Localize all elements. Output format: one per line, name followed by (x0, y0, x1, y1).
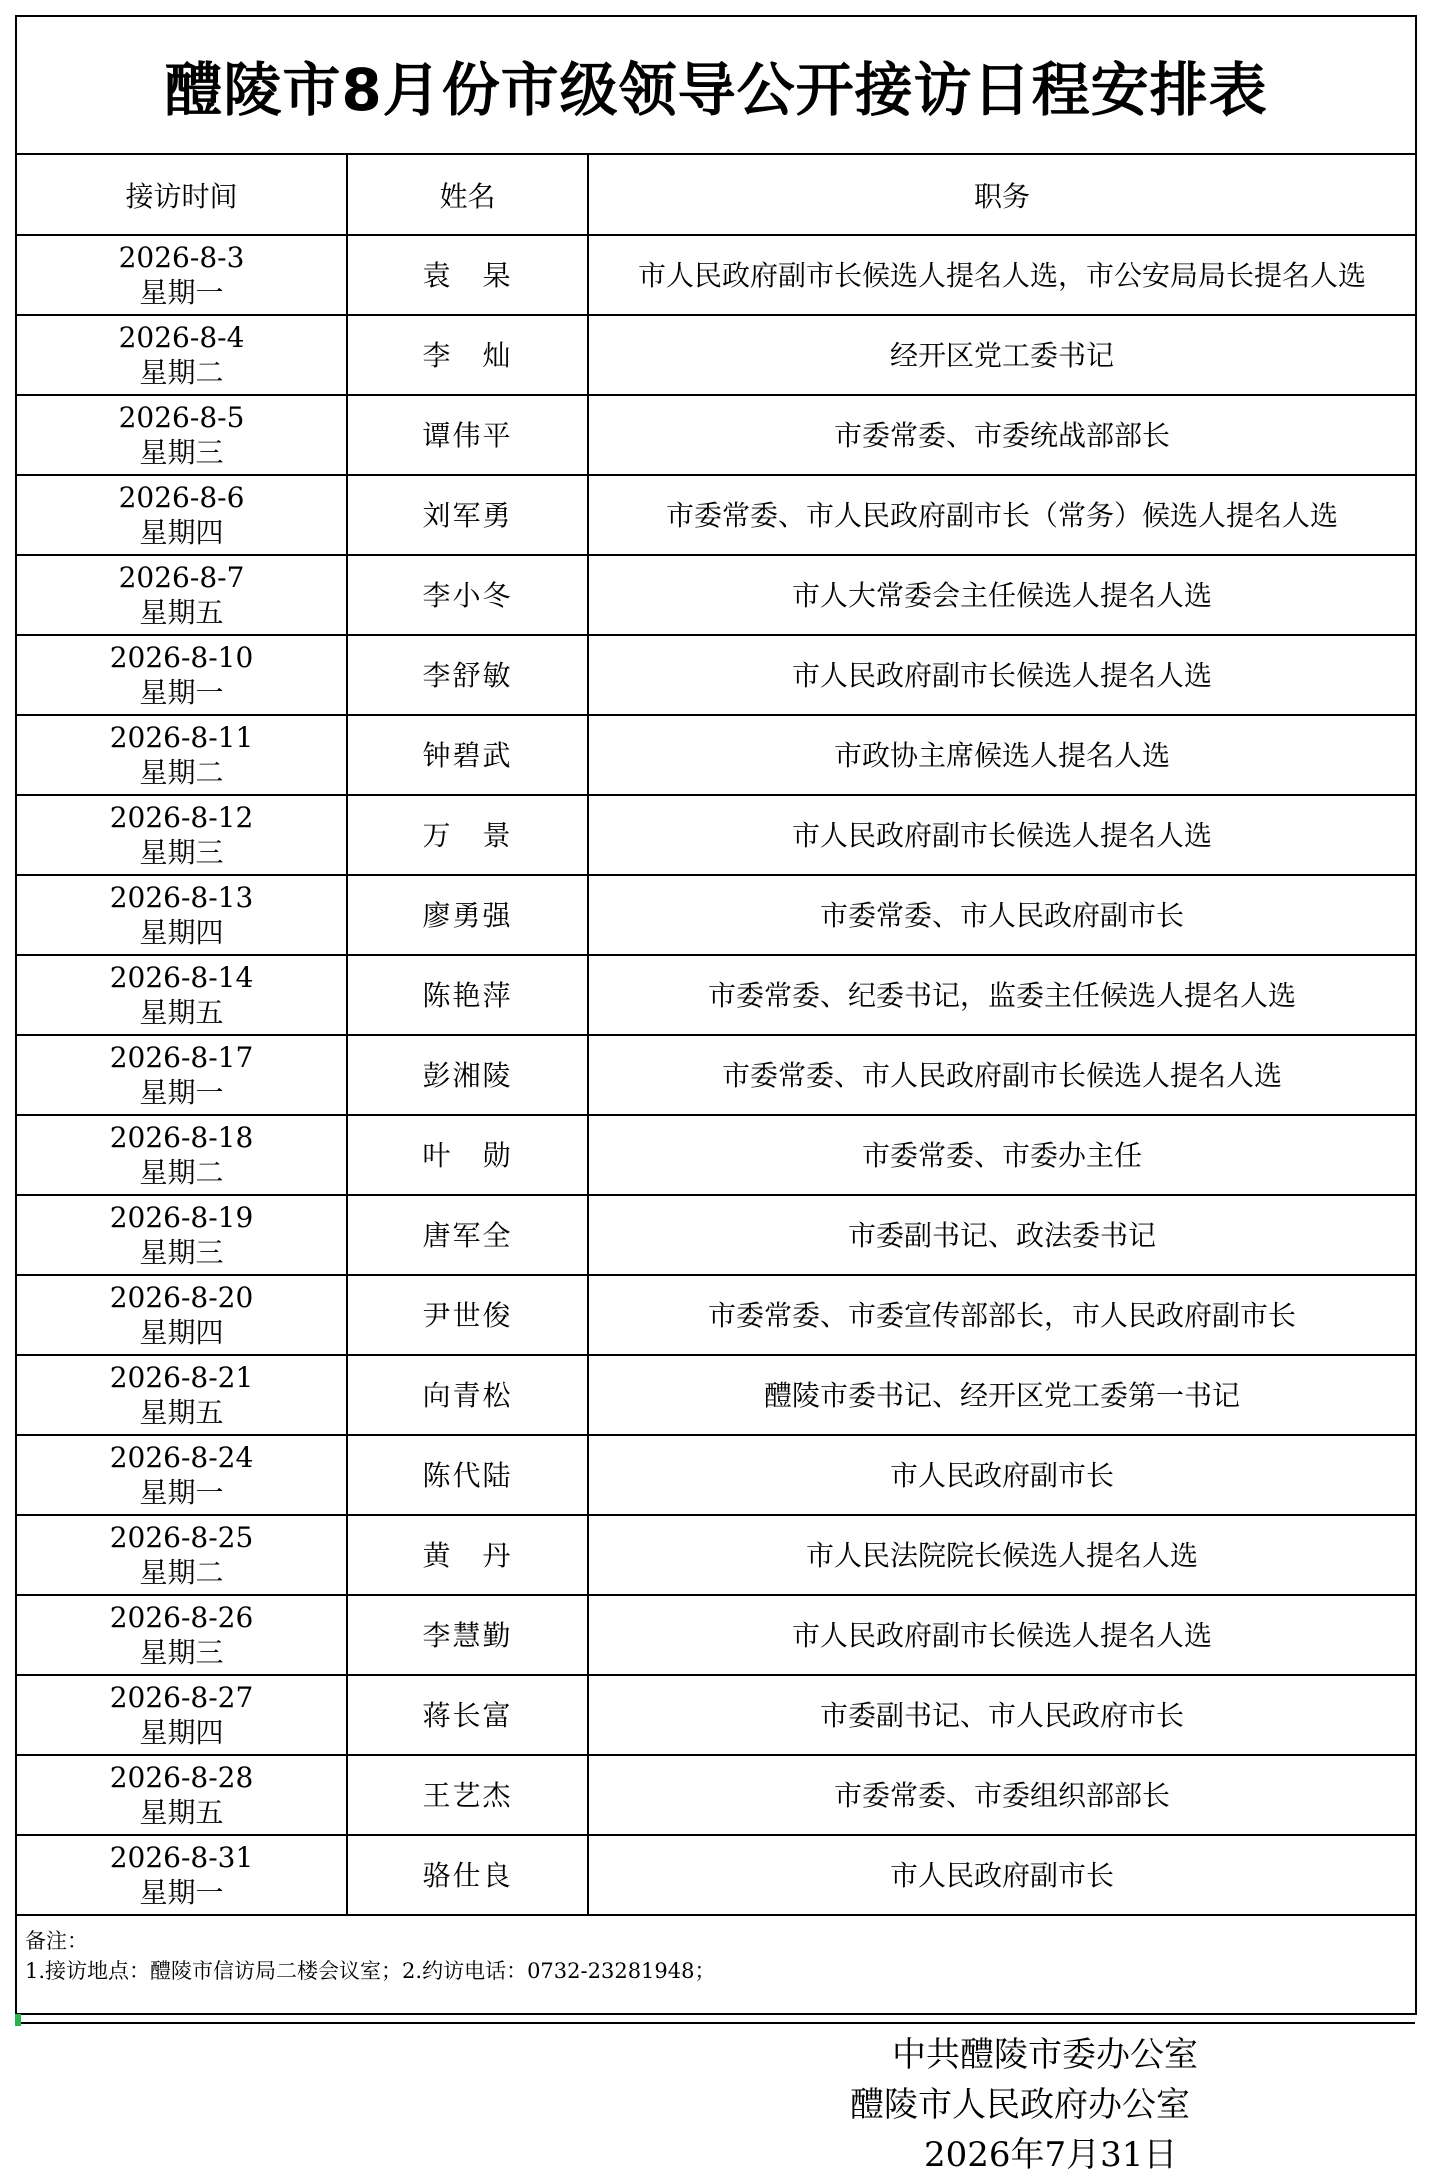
table-row (17, 1355, 1415, 1435)
date-text: 2026-8-27 (109, 1681, 254, 1714)
date-cell (17, 875, 347, 955)
weekday-text: 星期五 (139, 596, 224, 629)
notes-text: 1.接访地点：醴陵市信访局二楼会议室；2.约访电话：0732-23281948； (25, 1959, 716, 1983)
table-row (17, 875, 1415, 955)
duty-cell: 市人民政府副市长候选人提名人选 (588, 795, 1415, 875)
page-title: 醴陵市8月份市级领导公开接访日程安排表 (17, 17, 1415, 155)
name-cell: 李 灿 (347, 315, 588, 395)
weekday-text: 星期一 (139, 676, 224, 709)
weekday-text: 星期四 (139, 916, 224, 949)
date-text: 2026-8-11 (109, 721, 254, 754)
duty-cell: 市人民政府副市长候选人提名人选 (588, 635, 1415, 715)
date-cell (17, 1435, 347, 1515)
header-name: 姓名 (347, 155, 588, 235)
name-cell: 陈代陆 (347, 1435, 588, 1515)
table-row (17, 1035, 1415, 1115)
name-cell: 黄 丹 (347, 1515, 588, 1595)
date-cell (17, 1675, 347, 1755)
duty-cell: 市委常委、市委宣传部部长，市人民政府副市长 (588, 1275, 1415, 1355)
name-cell: 刘军勇 (347, 475, 588, 555)
date-cell (17, 1035, 347, 1115)
name-cell: 钟碧武 (347, 715, 588, 795)
name-cell: 万 景 (347, 795, 588, 875)
date-text: 2026-8-13 (109, 881, 254, 914)
date-text: 2026-8-6 (118, 481, 245, 514)
duty-cell: 市人民政府副市长 (588, 1435, 1415, 1515)
date-text: 2026-8-31 (109, 1841, 254, 1874)
date-cell (17, 1195, 347, 1275)
weekday-text: 星期四 (139, 516, 224, 549)
table-row (17, 1115, 1415, 1195)
date-text: 2026-8-10 (109, 641, 254, 674)
table-row (17, 955, 1415, 1035)
date-cell (17, 1755, 347, 1835)
table-row (17, 475, 1415, 555)
weekday-text: 星期二 (139, 1156, 224, 1189)
date-text: 2026-8-20 (109, 1281, 254, 1314)
duty-cell: 市人民法院院长候选人提名人选 (588, 1515, 1415, 1595)
table-header-row (17, 155, 1415, 235)
notes-cell (17, 1915, 1415, 2023)
weekday-text: 星期五 (139, 996, 224, 1029)
date-cell (17, 555, 347, 635)
date-cell (17, 235, 347, 315)
weekday-text: 星期三 (139, 436, 224, 469)
table-row (17, 1675, 1415, 1755)
date-cell (17, 715, 347, 795)
duty-cell: 市委常委、市人民政府副市长 (588, 875, 1415, 955)
weekday-text: 星期一 (139, 1476, 224, 1509)
date-text: 2026-8-25 (109, 1521, 254, 1554)
table-row (17, 1755, 1415, 1835)
name-cell: 骆仕良 (347, 1835, 588, 1915)
name-cell: 李舒敏 (347, 635, 588, 715)
weekday-text: 星期三 (139, 1236, 224, 1269)
date-cell (17, 1355, 347, 1435)
date-text: 2026-8-7 (118, 561, 245, 594)
duty-cell: 市委常委、市委办主任 (588, 1115, 1415, 1195)
weekday-text: 星期四 (139, 1316, 224, 1349)
schedule-sheet (15, 15, 1417, 2015)
name-cell: 谭伟平 (347, 395, 588, 475)
table-row (17, 555, 1415, 635)
schedule-table (17, 155, 1415, 2024)
name-cell: 李小冬 (347, 555, 588, 635)
footer-org-committee: 中共醴陵市委办公室 (892, 2035, 1198, 2075)
date-text: 2026-8-12 (109, 801, 254, 834)
name-cell: 王艺杰 (347, 1755, 588, 1835)
duty-cell: 醴陵市委书记、经开区党工委第一书记 (588, 1355, 1415, 1435)
name-cell: 袁 杲 (347, 235, 588, 315)
duty-cell: 市委副书记、市人民政府市长 (588, 1675, 1415, 1755)
date-text: 2026-8-19 (109, 1201, 254, 1234)
table-row (17, 235, 1415, 315)
date-cell (17, 795, 347, 875)
table-row (17, 315, 1415, 395)
weekday-text: 星期三 (139, 836, 224, 869)
notes-row (17, 1915, 1415, 2023)
name-cell: 陈艳萍 (347, 955, 588, 1035)
duty-cell: 市人民政府副市长候选人提名人选，市公安局局长提名人选 (588, 235, 1415, 315)
duty-cell: 市委常委、市委组织部部长 (588, 1755, 1415, 1835)
date-cell (17, 475, 347, 555)
table-row (17, 635, 1415, 715)
table-row (17, 1195, 1415, 1275)
table-row (17, 795, 1415, 875)
weekday-text: 星期三 (139, 1636, 224, 1669)
weekday-text: 星期一 (139, 1076, 224, 1109)
date-cell (17, 395, 347, 475)
header-date: 接访时间 (17, 155, 347, 235)
weekday-text: 星期一 (139, 276, 224, 309)
date-text: 2026-8-24 (109, 1441, 254, 1474)
name-cell: 李慧勤 (347, 1595, 588, 1675)
weekday-text: 星期二 (139, 1556, 224, 1589)
duty-cell: 市委常委、市委统战部部长 (588, 395, 1415, 475)
date-text: 2026-8-17 (109, 1041, 254, 1074)
date-cell (17, 1115, 347, 1195)
weekday-text: 星期五 (139, 1796, 224, 1829)
weekday-text: 星期五 (139, 1396, 224, 1429)
table-body (17, 235, 1415, 1915)
duty-cell: 市人民政府副市长 (588, 1835, 1415, 1915)
date-cell (17, 315, 347, 395)
table-row (17, 1835, 1415, 1915)
duty-cell: 经开区党工委书记 (588, 315, 1415, 395)
date-cell (17, 955, 347, 1035)
table-row (17, 1595, 1415, 1675)
date-cell (17, 1275, 347, 1355)
table-row (17, 1515, 1415, 1595)
date-text: 2026-8-26 (109, 1601, 254, 1634)
date-text: 2026-8-5 (118, 401, 245, 434)
weekday-text: 星期四 (139, 1716, 224, 1749)
notes-label: 备注： (25, 1929, 88, 1953)
footer-org-government: 醴陵市人民政府办公室 (850, 2085, 1190, 2125)
duty-cell: 市委常委、市人民政府副市长候选人提名人选 (588, 1035, 1415, 1115)
date-cell (17, 1595, 347, 1675)
duty-cell: 市委常委、纪委书记，监委主任候选人提名人选 (588, 955, 1415, 1035)
date-cell (17, 635, 347, 715)
date-cell (17, 1515, 347, 1595)
date-text: 2026-8-28 (109, 1761, 254, 1794)
name-cell: 叶 勋 (347, 1115, 588, 1195)
table-row (17, 715, 1415, 795)
date-text: 2026-8-18 (109, 1121, 254, 1154)
weekday-text: 星期二 (139, 356, 224, 389)
duty-cell: 市政协主席候选人提名人选 (588, 715, 1415, 795)
date-text: 2026-8-21 (109, 1361, 254, 1394)
name-cell: 向青松 (347, 1355, 588, 1435)
header-duty: 职务 (588, 155, 1415, 235)
table-row (17, 1435, 1415, 1515)
date-text: 2026-8-4 (118, 321, 245, 354)
date-text: 2026-8-3 (118, 241, 245, 274)
duty-cell: 市人大常委会主任候选人提名人选 (588, 555, 1415, 635)
date-cell (17, 1835, 347, 1915)
duty-cell: 市委常委、市人民政府副市长（常务）候选人提名人选 (588, 475, 1415, 555)
name-cell: 尹世俊 (347, 1275, 588, 1355)
date-text: 2026-8-14 (109, 961, 254, 994)
name-cell: 蒋长富 (347, 1675, 588, 1755)
name-cell: 彭湘陵 (347, 1035, 588, 1115)
duty-cell: 市人民政府副市长候选人提名人选 (588, 1595, 1415, 1675)
name-cell: 廖勇强 (347, 875, 588, 955)
weekday-text: 星期一 (139, 1876, 224, 1909)
table-row (17, 395, 1415, 475)
footer-date: 2026年7月31日 (924, 2135, 1178, 2175)
cell-marker (15, 2014, 21, 2026)
duty-cell: 市委副书记、政法委书记 (588, 1195, 1415, 1275)
weekday-text: 星期二 (139, 756, 224, 789)
name-cell: 唐军全 (347, 1195, 588, 1275)
table-row (17, 1275, 1415, 1355)
